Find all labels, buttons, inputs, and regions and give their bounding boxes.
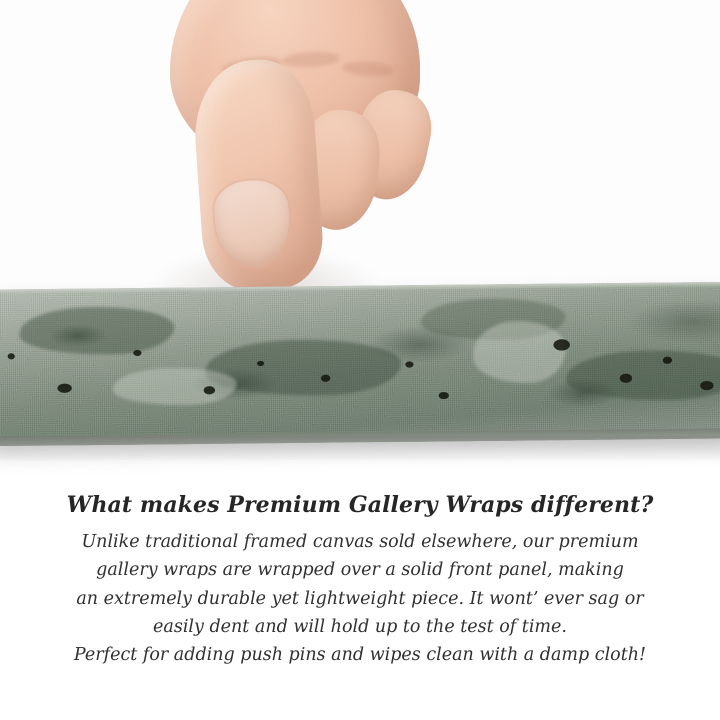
caption-line: Perfect for adding push pins and wipes clean with a damp cloth!: [73, 645, 647, 666]
canvas-speck: [553, 339, 570, 351]
knuckle-crease: [282, 50, 341, 68]
knuckle-crease: [342, 60, 395, 78]
canvas-speck: [133, 350, 141, 356]
canvas-blotch: [19, 306, 174, 355]
caption-line: easily dent and will hold up to the test of time.: [153, 617, 567, 638]
canvas-blotch: [566, 350, 720, 401]
caption-line: an extremely durable yet lightweight piece. It wont’ ever sag or: [76, 588, 644, 609]
canvas-edge-strip: [0, 282, 720, 446]
canvas-highlight: [473, 321, 566, 384]
canvas-speck: [57, 383, 72, 392]
caption-line: gallery wraps are wrapped over a solid front panel, making: [96, 560, 624, 581]
caption-line: Unlike traditional framed canvas sold elsewhere, our premium: [81, 532, 639, 552]
canvas-speck: [8, 353, 15, 359]
canvas-speck: [257, 361, 264, 366]
canvas-speck: [700, 381, 713, 390]
canvas-drop-shadow: [0, 436, 720, 462]
thumbnail-plate: [212, 178, 292, 269]
canvas-speck: [663, 357, 672, 364]
canvas-speck: [405, 361, 413, 367]
canvas-speck: [439, 392, 449, 399]
canvas-highlight: [113, 367, 237, 405]
thumb: [190, 56, 326, 294]
canvas-speck: [321, 375, 330, 382]
caption-body: [0, 528, 720, 670]
caption-title: What makes Premium Gallery Wraps different?: [66, 492, 654, 518]
caption-block: [0, 492, 720, 670]
